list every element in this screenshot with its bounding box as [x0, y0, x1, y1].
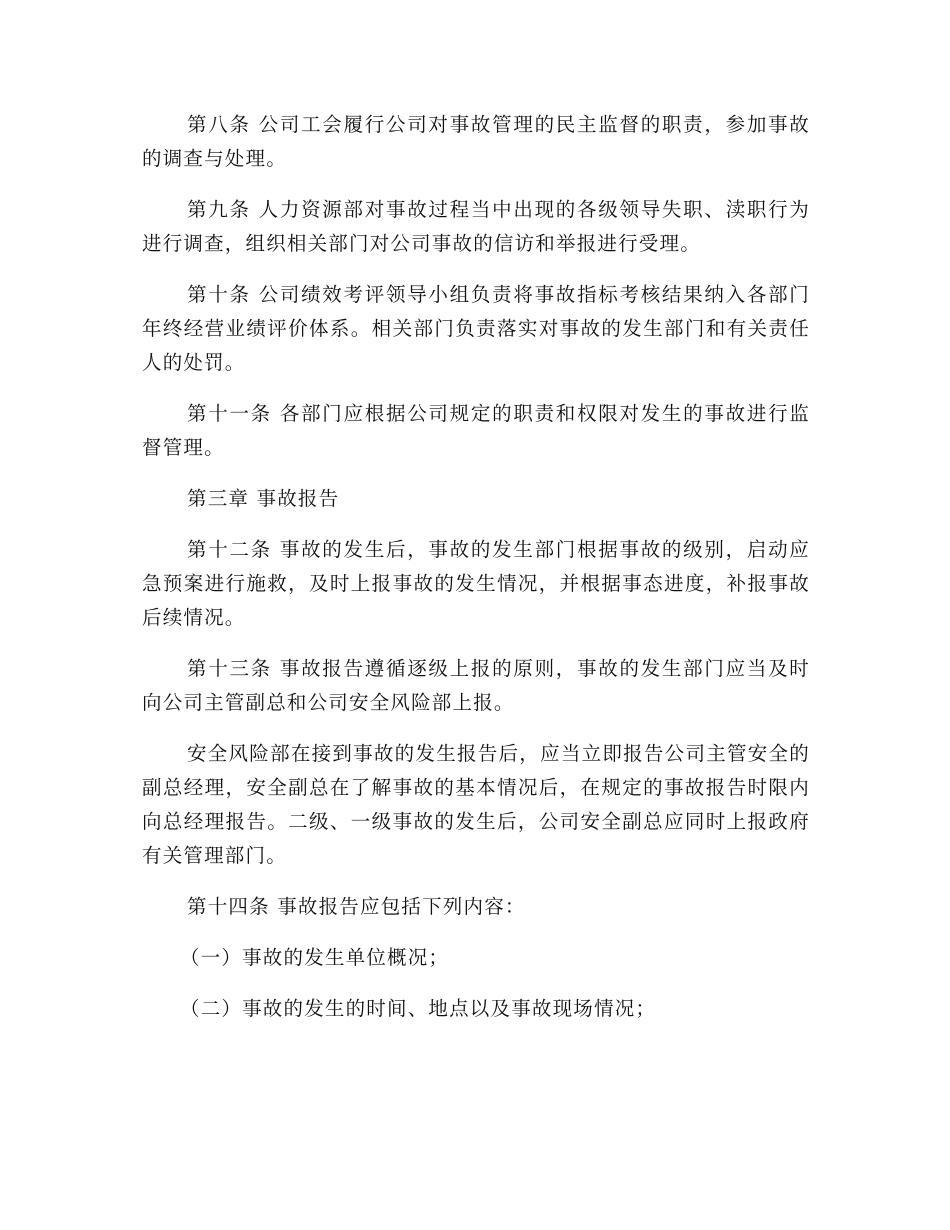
article-9-paragraph: 第九条 人力资源部对事故过程当中出现的各级领导失职、渎职行为进行调查，组织相关部门对公司事故的信访和举报进行受理。: [142, 198, 810, 255]
article-12-paragraph: 第十二条 事故的发生后，事故的发生部门根据事故的级别，启动应急预案进行施救，及时上报事故的发生情况，并根据事态进度，补报事故后续情况。: [142, 538, 810, 629]
article-8-paragraph: 第八条 公司工会履行公司对事故管理的民主监督的职责，参加事故的调查与处理。: [142, 113, 810, 170]
safety-risk-paragraph: 安全风险部在接到事故的发生报告后，应当立即报告公司主管安全的副总经理，安全副总在了解事故的基本情况后，在规定的事故报告时限内向总经理报告。二级、一级事故的发生后，公司安全副总应同时上报政府有关管理部门。: [142, 742, 810, 867]
article-11-paragraph: 第十一条 各部门应根据公司规定的职责和权限对发生的事故进行监督管理。: [142, 402, 810, 459]
list-item: （一）事故的发生单位概况；: [180, 946, 450, 969]
article-13-paragraph: 第十三条 事故报告遵循逐级上报的原则，事故的发生部门应当及时向公司主管副总和公司安全风险部上报。: [142, 657, 810, 714]
article-14-paragraph: 第十四条 事故报告应包括下列内容：: [187, 895, 526, 918]
document-body: [142, 108, 810, 1043]
article-10-paragraph: 第十条 公司绩效考评领导小组负责将事故指标考核结果纳入各部门年终经营业绩评价体系。相关部门负责落实对事故的发生部门和有关责任人的处罚。: [142, 283, 810, 374]
list-item: （二）事故的发生的时间、地点以及事故现场情况；: [180, 997, 657, 1020]
chapter-heading: 第三章 事故报告: [187, 487, 340, 510]
